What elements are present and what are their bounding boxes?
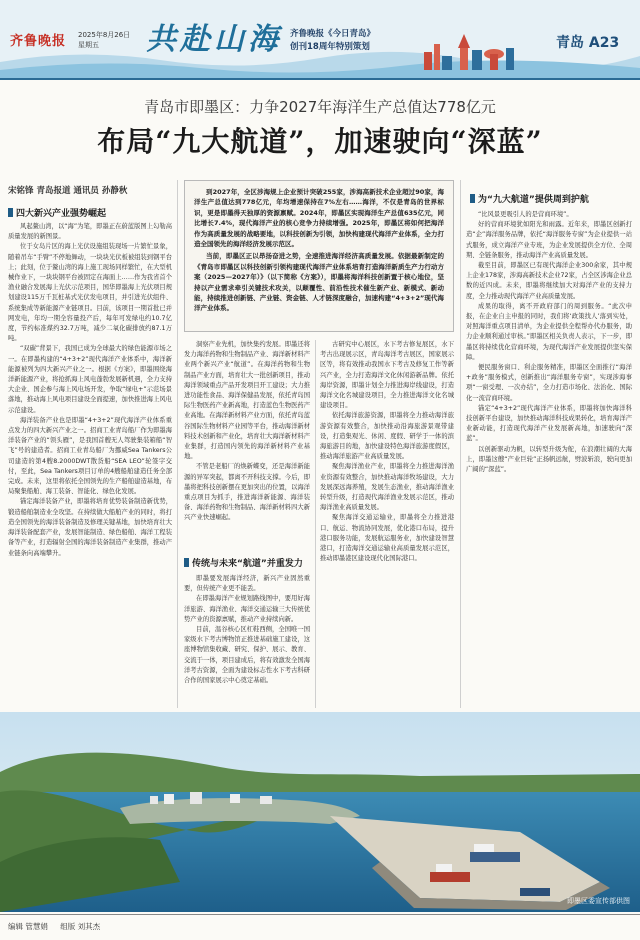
section-heading — [8, 206, 106, 219]
body-paragraph: 依托海洋旅游资源，即墨将全力推动海洋旅游资源有效整合，加快推动沿海旅游景观带建设，打造集观光、休闲、度假、研学于一体的滨海旅游目的地，加快建设特色海洋旅游度假区，推动海洋旅游产业高质量发展。 — [320, 412, 454, 461]
section-heading-text: 四大新兴产业强势崛起 — [16, 209, 107, 219]
issue-date: 2025年8月26日 — [78, 31, 131, 39]
editor-credit: 编辑 管慧娟 — [8, 922, 48, 931]
column-divider — [460, 180, 461, 708]
city-skyline-icon — [420, 30, 520, 70]
issue-weekday: 星期五 — [78, 41, 99, 49]
lead-box — [184, 180, 454, 332]
article-column-3 — [320, 340, 454, 708]
article-column-2 — [184, 340, 310, 545]
article-byline: 宋铭锋 青岛报道 通讯员 孙静秋 — [8, 186, 128, 196]
column-divider — [315, 340, 316, 708]
body-paragraph: 聚焦海洋渔业产业，即墨将全力推进海洋渔业资源有效整合，加快推动海洋牧场建设，大力发展深远海养殖，发展生态渔业，推动海洋渔业转型升级，打造现代海洋渔业发展示范区，推动海洋渔业高质量发展。 — [320, 463, 454, 512]
page-number: 青岛 A23 — [556, 35, 620, 51]
article-kicker: 青岛市即墨区：力争2027年海洋生产总值达778亿元 — [144, 98, 496, 116]
series-title: 共赴山海 — [146, 22, 282, 57]
body-paragraph: 聚焦海洋交通运输业，即墨将全力推进港口、航运、物流协同发展，优化港口布局，提升港口服务功能，发展航运服务业，加快建设智慧港口，打造海洋交通运输业高质量发展示范区，推动即墨港区建设现代化国际港口。 — [320, 514, 454, 563]
body-paragraph: 海洋装备产业也是即墨“4+3+2”现代海洋产业体系重点发力的四大新兴产业之一。招商工业青岛船厂作为即墨海洋装备产业的“领头雁”，是我国首艘无人驾驶集装箱船“智飞”号的建造者。招商工业青岛船厂为挪威Sea Tankers公司建造的第4艘8.2000DWT散货船“SEA LEO”轮签字交付，至此，Sea Tankers项目订单的4艘船舶建造任务全部完成。未来，这里将依托全国领先的生产船舶建造基地，布局聚集船舶、海工装备、智能化、绿色化发展。 — [8, 416, 172, 496]
section-heading-text: 传统与未来“航道”并重发力 — [192, 559, 303, 569]
article-column-2b — [184, 574, 310, 708]
body-paragraph: 古研究中心展区，水下考古修复展区，水下考古出现展示区，青岛海洋考古展区，国家展示区等，将有效推动我国水下考古及修复工作等新兴产业，全力打造海洋文化休闲游新品牌。依托海岸资源，即墨计划全力推进海岸线建设，打造海洋文化名城建设项目，全力推进海洋文化名城建设项目。 — [320, 341, 454, 410]
body-paragraph: “比风景更吸引人的是营商环境”。 — [478, 211, 573, 218]
series-subtitle-2: 创刊18周年特别策划 — [290, 42, 370, 52]
article-column-1 — [8, 222, 172, 708]
article-column-4 — [466, 210, 632, 708]
body-paragraph: 好的营商环境犹如阳光和雨露。近年来，即墨区创新打造“企”海洋服务品牌，依托“海洋服务专窗”为企业提供一站式服务，成立海洋产业专班，为企业发展提供全方位、全周期、全链条服务，推动海洋产业高质量发展。 — [466, 221, 632, 259]
body-paragraph: 便民服务窗口、利企服务精准，即墨区全面推行“海洋+政务”服务模式，创新推出“海洋服务专窗”，实现涉海事项“一窗受理、一次办结”，全力打造市场化、法治化、国际化一流营商环境。 — [466, 364, 632, 402]
body-paragraph: 即墨要发展海洋经济，新兴产业固然重要，但传统产业更不能丢。 — [184, 575, 310, 593]
page-footer — [0, 914, 640, 940]
column-divider — [177, 180, 178, 708]
body-paragraph: 锚定“4+3+2”现代海洋产业体系，即墨将加快海洋科技创新平台建设，加快推动海洋科技成果转化，培育海洋产业新动能，打造现代海洋产业发展新高地，加速驶向“深蓝”。 — [466, 404, 632, 443]
lead-paragraph: 到2027年，全区涉海规上企业预计突破255家，涉海高新技术企业超过90家，海洋生产总值达到778亿元，年均增速保持在7%左右……海洋，不仅是青岛的世界标识，更是即墨得天独厚的资源禀赋。2024年，即墨区实现海洋生产总值635亿元，同比增长7.4%，现代海洋产业的核心竞争力持续增强。2025年，即墨区将如何把海洋作为高质量发展的战略要地，以科技创新为引领，加快构建现代海洋产业体系，全力打造全国领先的海洋经济发展示范区。 — [194, 188, 444, 249]
heading-marker-icon — [184, 558, 189, 567]
body-paragraph: 风起鳌山湾，以“海”为笔，即墨正在蔚蓝版图上勾勒高质量发展的新图景。 — [8, 223, 172, 241]
body-paragraph: 不管是老船厂的焕新蝶变，还是海洋新能源的异军突起，都离不开科技支撑。今后，即墨将把科技创新摆在更加突出的位置，以海洋重点项目为抓手，推进海洋新能源、海洋装备、海洋药物和生物制品、海洋新材料四大新兴产业快速崛起。 — [184, 463, 310, 522]
body-paragraph: “双碳”背景下，我国已成为全球最大的绿色能源市场之一。在即墨构建的“4+3+2”现代海洋产业体系中，海洋新能源被列为四大新兴产业之一。根据《方案》，即墨围绕海洋新能源产业，将抢抓海上风电蓬勃发展新机遇，全力支持大企业、国企参与海上风电场开发，争取“绿电+”示范场景落地，推动海上风电项目建设全面提速，加快推进海上风电示范建设。 — [8, 345, 172, 414]
body-paragraph: 截至目前，即墨区已有现代海洋企业300余家，其中规上企业178家，涉海高新技术企业72家，占全区涉海企业总数的近四成。未来，即墨将继续加大对海洋产业的支持力度，全力推动现代海洋产业高质量发展。 — [466, 262, 632, 300]
body-paragraph: 在即墨海洋产业规划路线图中，要用好海洋旅游、海洋渔业、海洋交通运输三大传统优势产业的资源禀赋，推动产业持续向新。 — [184, 595, 310, 623]
article-headline: 布局“九大航道”，加速驶向“深蓝” — [97, 125, 543, 158]
lead-paragraph: 当前，即墨区正以昂扬奋进之势，全速推进海洋经济高质量发展。依据最新制定的《青岛市即墨区以科技创新引领构建现代海洋产业体系培育打造海洋新质生产力行动方案（2025—2027年）》（以下简称《方案》），即墨将海洋科技创新置于核心地位，坚持以产业需求牵引关键技术攻关，以颠覆性、前沿性技术催生新产业、新模式、新动能，持续推进创新链、产业链、资金链、人才链深度融合，加速构建“4+3+2”现代海洋产业体系。 — [194, 252, 444, 313]
paper-name: 齐鲁晚报 — [10, 34, 67, 49]
masthead — [0, 0, 640, 78]
body-paragraph: 锚定海洋装备产业，即墨将培育优势装备制造新优势，锻造船舶制造业全攻坚。在持续做大船舶产业的同时，将打造全国领先的海洋装备制造及修理关键基地，加快培育壮大海洋装备配套产业，发展智能制造、绿色船舶、海洋工程装备等产业，打造辐射全国的海洋装备制造产业集群，推动产业链条向高端攀升。 — [8, 498, 172, 557]
photo-credit: 即墨区委宣传部供图 — [567, 897, 630, 905]
coastline-illustration — [0, 712, 640, 912]
section-heading-text: 为“九大航道”提供周到护航 — [478, 195, 589, 205]
body-paragraph: 目前，温谷核心区杠鞋西侧，全国唯一国家级水下考古博物馆正推进基础施工建设，这座博物馆集收藏、研究、保护、展示、教育、交流于一体，项目建成后，将有效激发全国海洋考古资源，全面为建设标志性水下考古科研合作的国家展示中心奠定基础。 — [184, 626, 310, 685]
section-heading — [470, 192, 589, 205]
body-paragraph: 成果的取得，离不开政府部门的周到服务。“此次申报，在企业自主申报的同时，我们将‘政策找人’落到实处，对照海洋重点项目清单，为企业提供全程帮办代办服务，助力企业顺利通过审核。”即墨区相关负责人表示，下一步，即墨区将持续优化营商环境，为现代海洋产业发展提供坚实保障。 — [466, 302, 632, 361]
body-paragraph: 以创新驱动为帆，以转型升级为舵，在浪潮壮阔的大海上，即墨这艘“产业巨轮”正扬帆远航，劈波斩浪，驶向更加广阔的“深蓝”。 — [466, 445, 632, 474]
heading-marker-icon — [470, 194, 475, 203]
body-paragraph: 洞察产业先机，加快集约发展。即墨还将发力海洋药物和生物制品产业、海洋新材料产业两个新兴产业“航道”。在海洋药物和生物制品产业方面，培育壮大一批创新项目，推动海洋领域重点产品开发项目开工建设；大力推进功能性食品、海洋保健品发展，依托青岛国际生物医药产业新高地，打造蓝色生物医药产业高地。在海洋新材料产业方面，依托青岛蓝谷国际生物材料产业园等平台，推动海洋新材料技术创新和产业化，培育壮大海洋新材料产业集群，打造国内领先的海洋新材料产业基地。 — [184, 341, 310, 461]
section-heading — [184, 556, 303, 569]
designer-credit: 组版 刘其杰 — [60, 922, 101, 931]
coastline-photo — [0, 712, 640, 912]
heading-marker-icon — [8, 208, 13, 217]
masthead-divider — [0, 78, 640, 80]
body-paragraph: 位于女岛片区的海上光伏设施组装现场一片繁忙景象，随着吊车“手臂”不停地舞动，一块块光伏板被组装到钢平台上；此刻，位于鳌山湾的海上施工现场同样繁忙，在大型机械作业下，一块块钢平台被固定在海面上……作为我省首个渔业融合发展海上光伏示范项目，国华即墨海上光伏项目规划建设115万千瓦桩基式光伏发电项目，并引进光伏组件、系统集成等新能源产业链项目。目前，该项目一期首批已并网发电，年均一期全容量投产后，每年可发绿电约10.7亿度，节约标准煤约32.7万吨，减少二氧化碳排放约87.1万吨。 — [8, 243, 172, 343]
series-subtitle-1: 齐鲁晚报《今日青岛》 — [290, 29, 376, 39]
